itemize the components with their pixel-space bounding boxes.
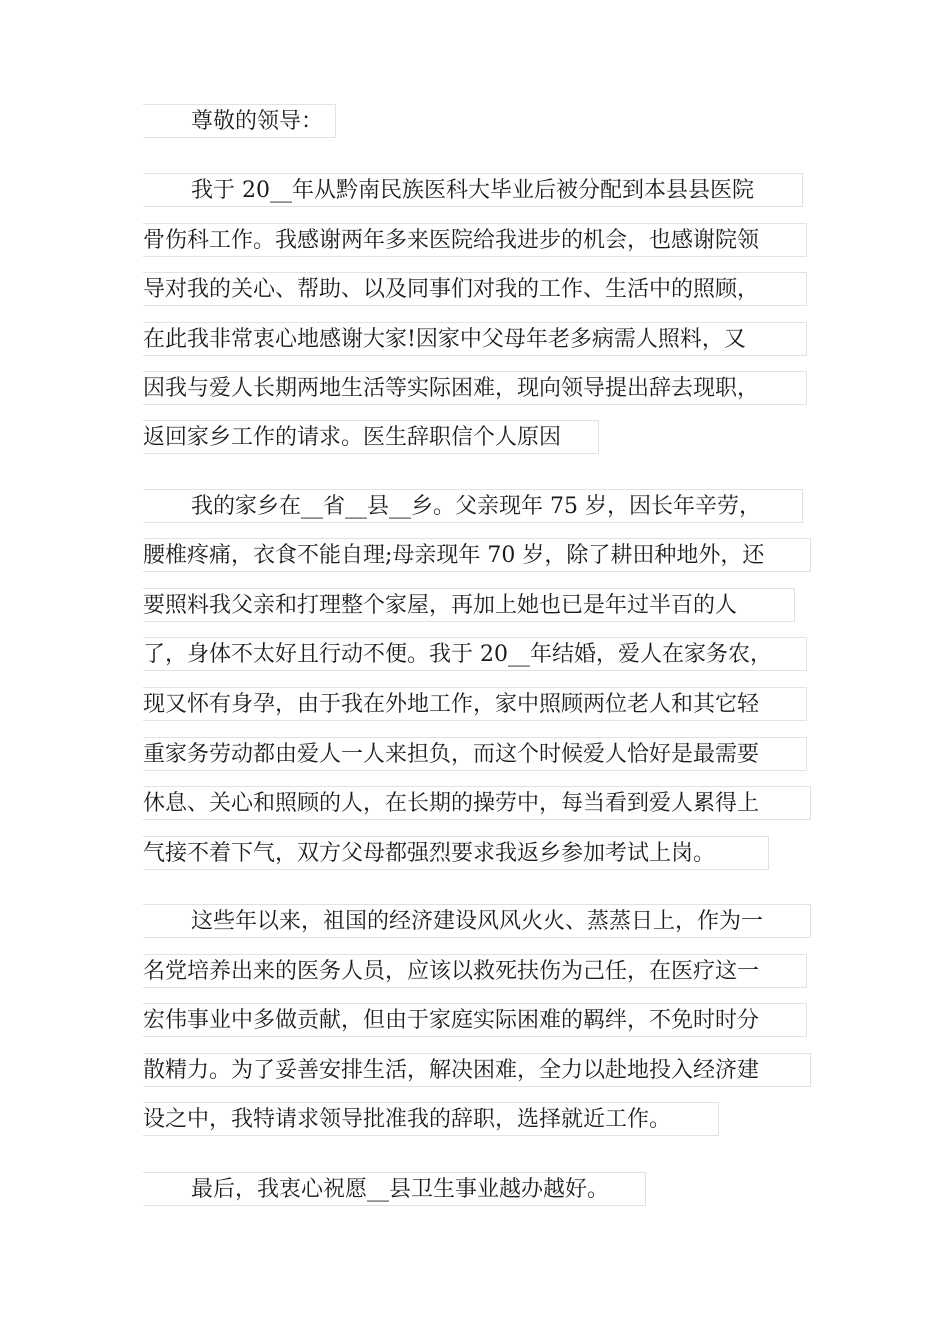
paragraph-1-line-4: 在此我非常衷心地感谢大家!因家中父母年老多病需人照料，又 [143,322,807,356]
paragraph-3-line-4: 散精力。为了妥善安排生活，解决困难，全力以赴地投入经济建 [143,1053,811,1087]
paragraph-2-line-8: 气接不着下气，双方父母都强烈要求我返乡参加考试上岗。 [143,836,769,870]
paragraph-1-line-3: 导对我的关心、帮助、以及同事们对我的工作、生活中的照顾， [143,272,807,306]
paragraph-4-line-1: 最后，我衷心祝愿__县卫生事业越办越好。 [143,1172,646,1206]
paragraph-3-line-3: 宏伟事业中多做贡献，但由于家庭实际困难的羁绊，不免时时分 [143,1003,807,1037]
paragraph-1-line-6: 返回家乡工作的请求。医生辞职信个人原因 [143,420,599,454]
paragraph-2-line-6: 重家务劳动都由爱人一人来担负，而这个时候爱人恰好是最需要 [143,737,807,771]
paragraph-2-line-4: 了，身体不太好且行动不便。我于 20__年结婚，爱人在家务农， [143,637,807,671]
paragraph-2-line-5: 现又怀有身孕，由于我在外地工作，家中照顾两位老人和其它轻 [143,687,807,721]
paragraph-2-line-3: 要照料我父亲和打理整个家屋，再加上她也已是年过半百的人 [143,588,795,622]
paragraph-3-line-1: 这些年以来，祖国的经济建设风风火火、蒸蒸日上，作为一 [143,904,811,938]
paragraph-1-line-5: 因我与爱人长期两地生活等实际困难，现向领导提出辞去现职， [143,371,807,405]
paragraph-1-line-2: 骨伤科工作。我感谢两年多来医院给我进步的机会，也感谢院领 [143,223,807,257]
paragraph-1-line-1: 我于 20__年从黔南民族医科大毕业后被分配到本县县医院 [143,173,803,207]
paragraph-3-line-5: 设之中，我特请求领导批准我的辞职，选择就近工作。 [143,1102,719,1136]
paragraph-2-line-1: 我的家乡在__省__县__乡。父亲现年 75 岁，因长年辛劳， [143,489,803,523]
paragraph-3-line-2: 名党培养出来的医务人员，应该以救死扶伤为己任，在医疗这一 [143,954,807,988]
paragraph-2-line-7: 休息、关心和照顾的人，在长期的操劳中，每当看到爱人累得上 [143,786,811,820]
salutation: 尊敬的领导： [143,104,336,138]
paragraph-2-line-2: 腰椎疼痛，衣食不能自理;母亲现年 70 岁，除了耕田种地外，还 [143,538,811,572]
